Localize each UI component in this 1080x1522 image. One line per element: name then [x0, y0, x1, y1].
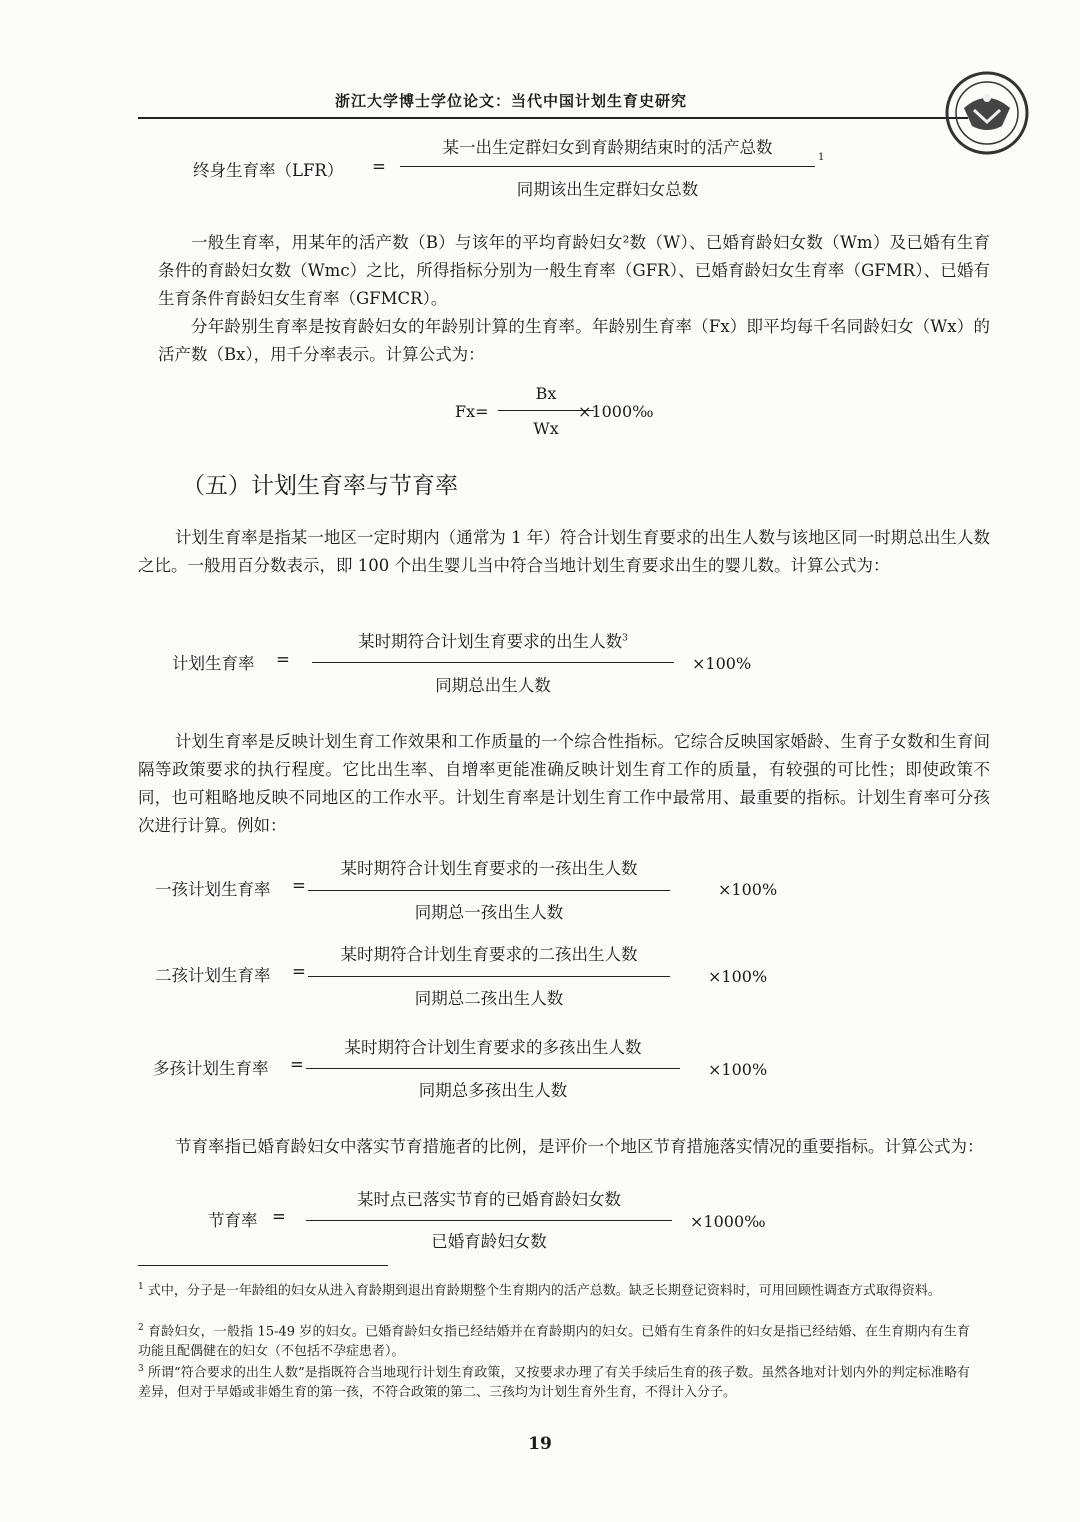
fx-denominator: Wx — [533, 419, 559, 438]
plan-rate-label: 计划生育率 — [172, 654, 255, 673]
lfr-denominator: 同期该出生定群妇女总数 — [516, 180, 699, 199]
contraception-label: 节育率 — [208, 1211, 258, 1230]
paragraph-planned-birth-rate-significance: 计划生育率是反映计划生育工作效果和工作质量的一个综合性指标。它综合反映国家婚龄、生育子女数和生育间隔等政策要求的执行程度。它比出生率、自增率更能准确反映计划生育工作的质量，有较强的可比性；即使政策不同，也可粗略地反映不同地区的工作水平。计划生育率是计划生育工作中最常用、最重要的指标。计划生育率可分孩次进行计算。例如： — [138, 732, 990, 835]
contraception-equals: = — [272, 1207, 286, 1226]
plan-rate-fraction-line — [312, 662, 674, 663]
paragraph-planned-birth-rate-definition: 计划生育率是指某一地区一定时期内（通常为 1 年）符合计划生育要求的出生人数与该地区同一时期总出生人数之比。一般用百分数表示，即 100 个出生婴儿当中符合当地计划生育要求出生的婴儿数。计算公式为： — [138, 528, 990, 575]
paragraph-general-fertility: 一般生育率，用某年的活产数（B）与该年的平均育龄妇女²数（W）、已婚育龄妇女数（Wm）及已婚有生育条件的育龄妇女数（Wmc）之比，所得指标分别为一般生育率（GFR）、已婚育龄妇女生育率（GFMR）、已婚有生育条件育龄妇女生育率（GFMCR）。 — [158, 233, 990, 308]
multi-child-denominator: 同期总多孩出生人数 — [418, 1081, 568, 1100]
fx-factor: ×1000‰ — [578, 402, 654, 421]
plan-rate-factor: ×100% — [692, 654, 752, 673]
multi-child-numerator: 某时期符合计划生育要求的多孩出生人数 — [344, 1038, 642, 1057]
fx-numerator: Bx — [535, 384, 557, 403]
second-child-numerator: 某时期符合计划生育要求的二孩出生人数 — [340, 945, 638, 964]
footnote-3: $^3$ 所谓“符合要求的出生人数”是指既符合当地现行计划生育政策，又按要求办理了有关手续后生育的孩子数。虽然各地对计划内外的判定标准略有差异，但对于早婚或非婚生育的第一孩，不符合政策的第二、三孩均为计划生育外生育，不得计入分子。 — [138, 1364, 970, 1401]
running-header-title: 浙江大学博士学位论文：当代中国计划生育史研究 — [335, 92, 688, 110]
header-rule — [138, 117, 968, 119]
second-child-denominator: 同期总二孩出生人数 — [414, 989, 564, 1008]
footnote-1: $^1$ 式中，分子是一年龄组的妇女从进入育龄期到退出育龄期整个生育期内的活产总数。缺乏长期登记资料时，可用回顾性调查方式取得资料。 — [138, 1282, 941, 1299]
multi-child-equals: = — [290, 1055, 304, 1074]
plan-rate-denominator: 同期总出生人数 — [435, 676, 551, 695]
contraception-fraction-line — [306, 1220, 672, 1221]
contraception-denominator: 已婚育龄妇女数 — [431, 1232, 547, 1251]
lfr-footnote-mark: 1 — [818, 152, 825, 163]
lfr-numerator: 某一出生定群妇女到育龄期结束时的活产总数 — [442, 138, 773, 157]
paragraph-contraception-rate: 节育率指已婚育龄妇女中落实节育措施者的比例，是评价一个地区节育措施落实情况的重要指标。计算公式为： — [175, 1137, 984, 1156]
page-number: 19 — [528, 1434, 552, 1454]
multi-child-fraction-line — [306, 1068, 680, 1069]
plan-rate-equals: = — [276, 650, 290, 669]
first-child-numerator: 某时期符合计划生育要求的一孩出生人数 — [340, 859, 638, 878]
multi-child-factor: ×100% — [708, 1060, 768, 1079]
lfr-equals: = — [372, 157, 386, 176]
first-child-fraction-line — [308, 890, 670, 891]
first-child-factor: ×100% — [718, 880, 778, 899]
university-seal-icon — [944, 70, 1030, 156]
footnote-2: $^2$ 育龄妇女，一般指 15-49 岁的妇女。已婚育龄妇女指已经结婚并在育龄期内的妇女。已婚有生育条件的妇女是指已经结婚、在生育期内有生育功能且配偶健在的妇女（不包括不孕症患者）。 — [138, 1323, 970, 1360]
first-child-denominator: 同期总一孩出生人数 — [414, 903, 564, 922]
footnote-rule — [138, 1265, 388, 1266]
second-child-label: 二孩计划生育率 — [155, 966, 271, 985]
lfr-label: 终身生育率（LFR） — [193, 161, 344, 180]
second-child-equals: = — [292, 962, 306, 981]
fx-lhs: Fx= — [455, 402, 489, 421]
second-child-fraction-line — [308, 976, 670, 977]
contraception-factor: ×1000‰ — [690, 1212, 766, 1231]
second-child-factor: ×100% — [708, 967, 768, 986]
first-child-label: 一孩计划生育率 — [155, 880, 271, 899]
first-child-equals: = — [292, 876, 306, 895]
plan-rate-numerator: 某时期符合计划生育要求的出生人数$^3$ — [358, 632, 628, 651]
paragraph-age-specific-fertility: 分年龄别生育率是按育龄妇女的年龄别计算的生育率。年龄别生育率（Fx）即平均每千名同龄妇女（Wx）的活产数（Bx），用千分率表示。计算公式为： — [158, 317, 990, 364]
multi-child-label: 多孩计划生育率 — [153, 1059, 269, 1078]
contraception-numerator: 某时点已落实节育的已婚育龄妇女数 — [357, 1190, 621, 1209]
lfr-fraction-line — [400, 166, 815, 167]
section-title: （五）计划生育率与节育率 — [182, 473, 458, 499]
